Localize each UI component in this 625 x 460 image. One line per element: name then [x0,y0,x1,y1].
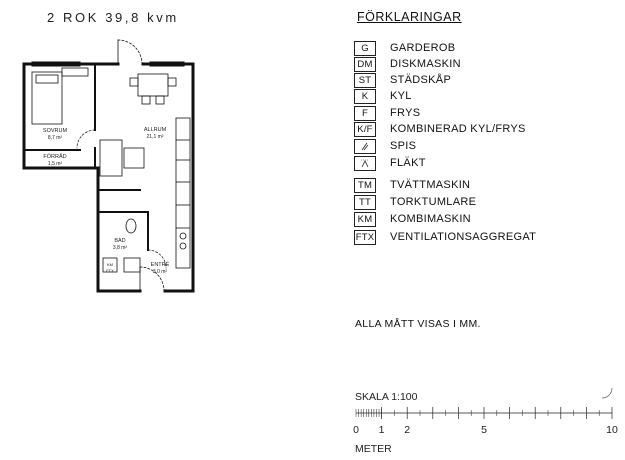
legend-label: KOMBINERAD KYL/FRYS [390,123,526,135]
legend-item-torktumlare [354,194,574,210]
legend-item-spis [354,138,574,154]
fan-icon [354,156,376,171]
dining-set [130,74,176,104]
legend-item-ventilation [354,229,574,245]
exterior-walls [24,64,193,291]
legend-code: F [354,106,376,121]
scale-tick-label: 0 [353,424,359,436]
legend-code: K [354,89,376,104]
room-label-forrad: FÖRRÅD [43,154,67,160]
legend-label: SPIS [390,140,417,152]
scale-tick-label: 5 [481,424,487,436]
floor-plan [0,0,330,300]
room-label-bad: BAD [114,238,126,244]
legend-item-kombimaskin [354,211,574,227]
legend-item-tvattmaskin [354,177,574,193]
measurement-note: ALLA MÅTT VISAS I MM. [355,318,481,330]
legend-item-frys [354,105,574,121]
room-area-sovrum: 8,7 m² [47,135,63,141]
appliance-mark-ftx: FTX [106,268,114,273]
legend-item-flakt [354,155,574,171]
legend-code: FTX [355,231,375,243]
legend-item-garderob [354,40,574,56]
room-area-allrum: 21,1 m² [146,134,164,140]
legend-label: GARDEROB [390,42,456,54]
legend-code: TT [354,195,376,210]
legend-item-kyl-frys [354,121,574,137]
legend-code: K/F [354,122,376,137]
legend-label: TVÄTTMASKIN [390,179,471,191]
room-area-entre: 3,0 m² [152,269,168,275]
legend-label: DISKMASKIN [390,58,461,70]
legend-item-stadskap [354,72,574,88]
legend-label: STÄDSKÅP [390,74,452,86]
apartment-title: 2 ROK 39,8 kvm [47,10,179,25]
wardrobe [62,68,88,76]
legend-item-kyl [354,88,574,104]
north-arc [602,388,612,398]
scale-tick-label: 10 [606,424,618,436]
scale-tick-label: 1 [378,424,385,436]
sofa [100,140,144,176]
legend-title: FÖRKLARINGAR [357,10,462,24]
legend-code: KM [354,212,376,227]
room-label-entre: ENTRÉ [150,262,170,268]
kitchen-counter [176,118,190,268]
legend-label: VENTILATIONSAGGREGAT [390,231,537,243]
scale-ticks [356,407,612,419]
legend-code: TM [354,178,376,193]
legend-item-diskmaskin [354,56,574,72]
legend-label: TORKTUMLARE [390,196,477,208]
scale-label: SKALA 1:100 [355,391,418,403]
stove-icon [354,139,376,154]
room-area-bad: 3,8 m² [112,245,128,251]
legend-label: KOMBIMASKIN [390,213,471,225]
main-door [118,40,164,291]
legend-label: KYL [390,90,412,102]
legend-code: G [354,41,376,56]
room-label-allrum: ALLRUM [143,127,167,133]
scale-tick-labels [353,424,618,436]
legend-label: FRYS [390,107,421,119]
legend-label: FLÄKT [390,157,426,169]
appliance-mark-km: KM [107,262,113,267]
room-area-forrad: 1,5 m² [47,161,63,167]
bed [32,72,62,124]
legend-code: DM [354,57,376,72]
legend-code: ST [354,73,376,88]
scale-unit: METER [355,443,392,455]
room-label-sovrum: SOVRUM [42,128,68,134]
scale-tick-label: 2 [404,424,411,436]
